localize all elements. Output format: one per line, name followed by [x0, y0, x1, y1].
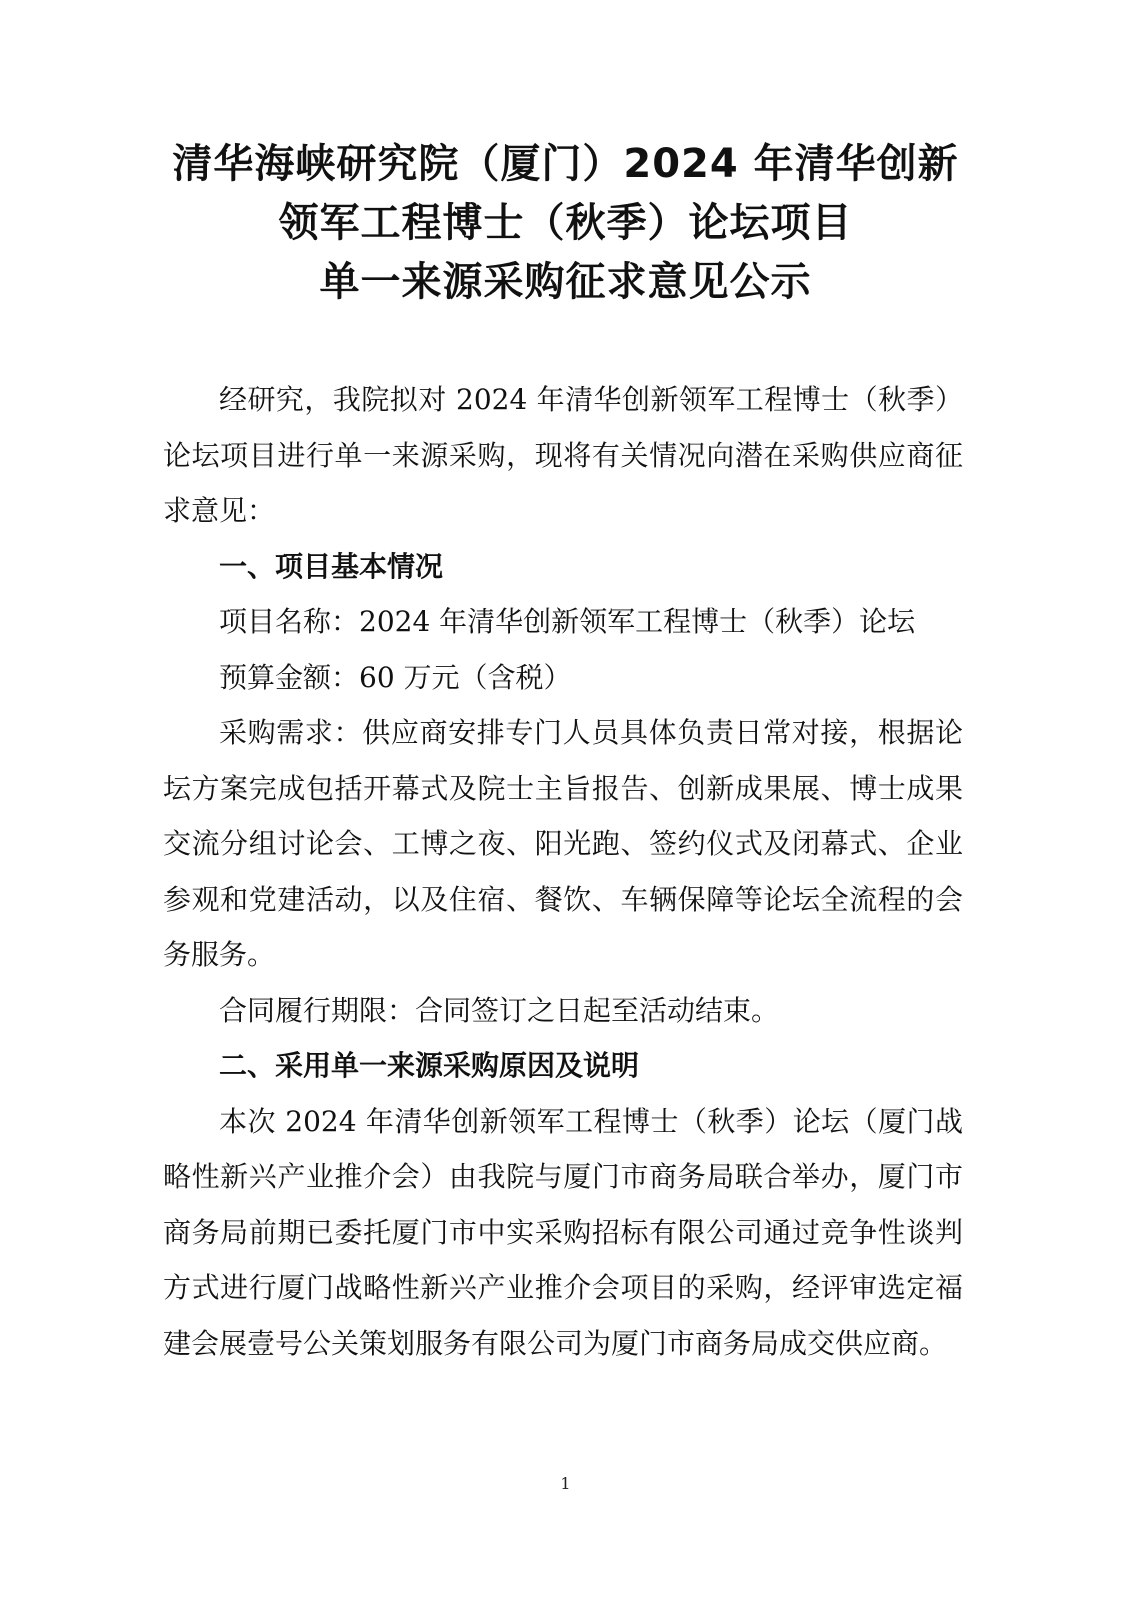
section-heading-reason: 二、采用单一来源采购原因及说明 — [219, 1049, 640, 1082]
section-heading-basic-info: 一、项目基本情况 — [219, 549, 444, 583]
budget-paragraph: 预算金额：60 万元（含税） — [219, 660, 572, 694]
document-title-line-2: 领军工程博士（秋季）论坛项目 — [278, 200, 853, 246]
requirements-paragraph: 采购需求：供应商安排专门人员具体负责日常对接，根据论坛方案完成包括开幕式及院士主旨报告、创新成果展、博士成果交流分组讨论会、工博之夜、阳光跑、签约仪式及闭幕式、企业参观和党建活动，以及住宿、餐饮、车辆保障等论坛全流程的会务服务。 — [163, 716, 963, 971]
reason-paragraph: 本次 2024 年清华创新领军工程博士（秋季）论坛（厦门战略性新兴产业推介会）由我院与厦门市商务局联合举办，厦门市商务局前期已委托厦门市中实采购招标有限公司通过竞争性谈判方式进行厦门战略性新兴产业推介会项目的采购，经评审选定福建会展壹号公关策划服务有限公司为厦门市商务局成交供应商。 — [163, 1104, 963, 1360]
contract-period-paragraph: 合同履行期限：合同签订之日起至活动结束。 — [219, 993, 780, 1027]
intro-paragraph: 经研究，我院拟对 2024 年清华创新领军工程博士（秋季）论坛项目进行单一来源采购，现将有关情况向潜在采购供应商征求意见： — [163, 383, 963, 527]
document-body — [163, 372, 963, 1371]
document-title-line-1: 清华海峡研究院（厦门）2024 年清华创新 — [172, 141, 959, 187]
document-title-line-3: 单一来源采购征求意见公示 — [319, 259, 812, 305]
project-name-paragraph: 项目名称：2024 年清华创新领军工程博士（秋季）论坛 — [219, 605, 916, 638]
page-number: 1 — [560, 1474, 571, 1493]
